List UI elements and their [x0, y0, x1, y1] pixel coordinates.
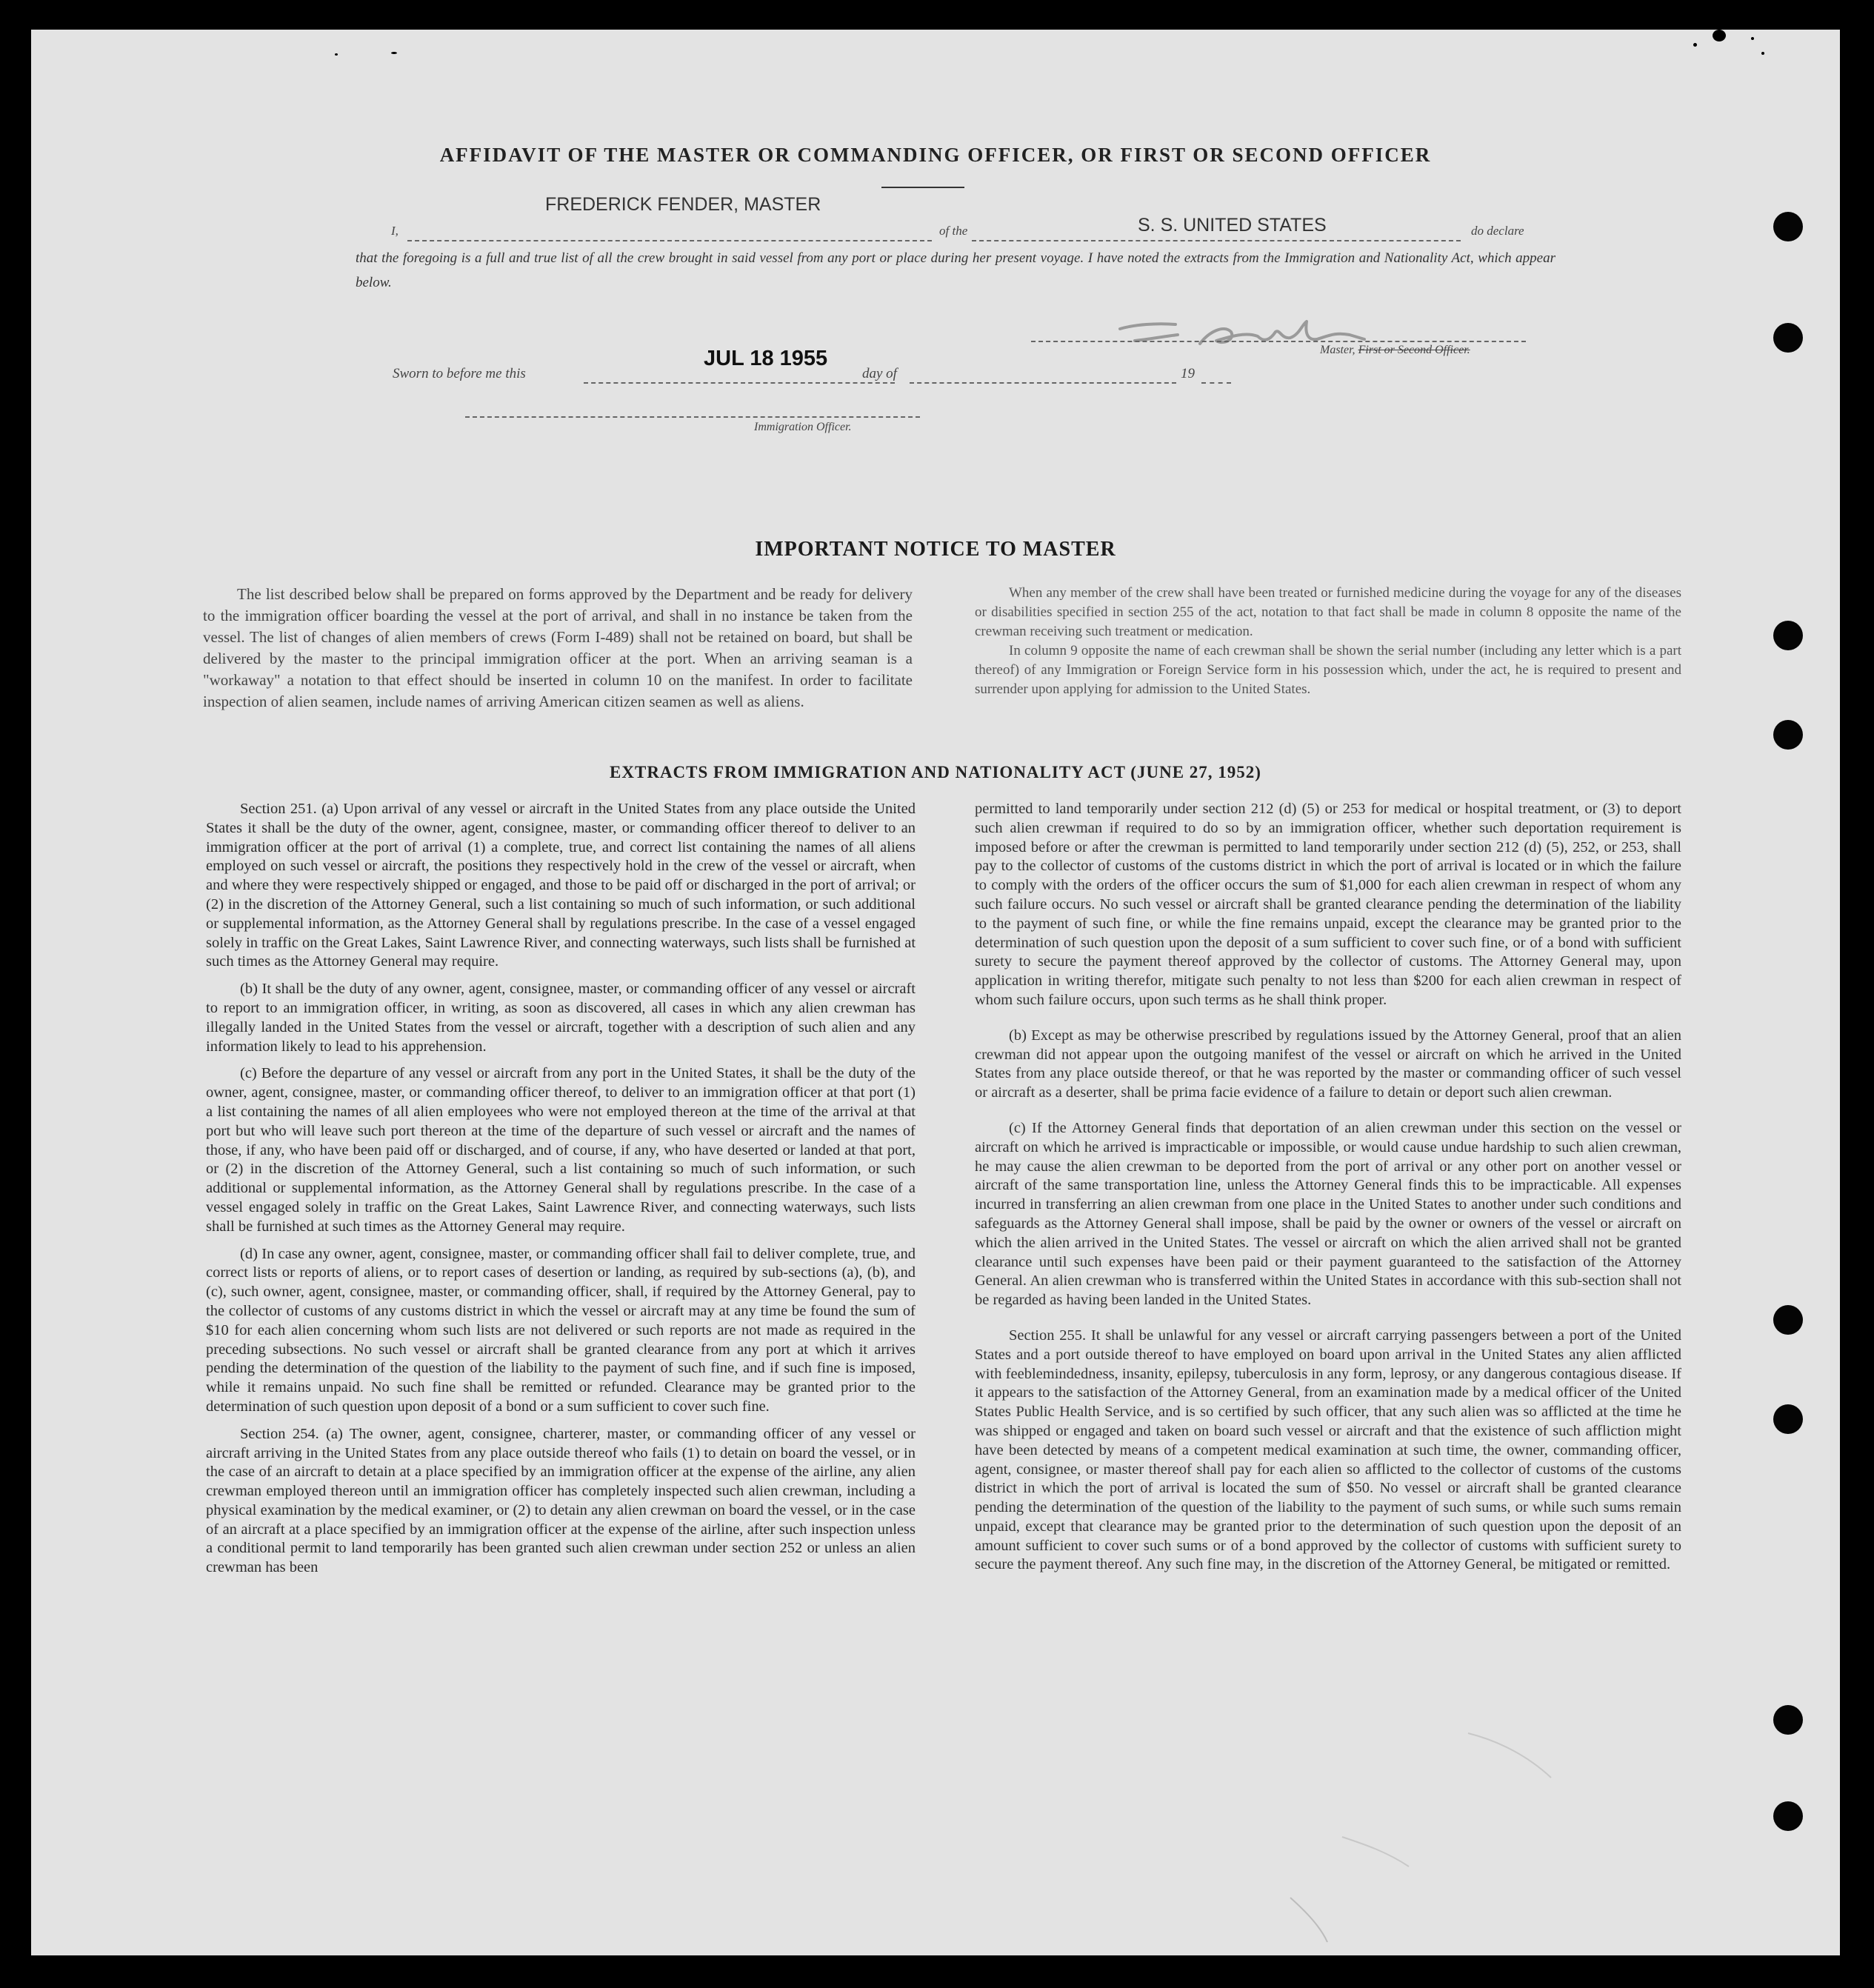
document-page	[31, 30, 1840, 1955]
immigration-officer-line	[465, 416, 920, 418]
punch-hole	[1773, 323, 1803, 353]
scan-speck	[1761, 52, 1764, 55]
declaration-text: that the foregoing is a full and true list of all the crew brought in said vessel from any port or place during her present voyage. I have noted the extracts from the Immigration and Nationality Act, which appear below.	[356, 250, 1555, 290]
punch-hole	[1773, 1404, 1803, 1434]
paper-scratch-mark	[1246, 1726, 1764, 1948]
section-251-b: (b) It shall be the duty of any owner, agent, consignee, master, or commanding officer of any vessel or aircraft to report to an immigration officer, in writing, as soon as discovered, all cases in which any alien crewman has illegally landed in the United States from the vessel or aircraft, together with a description of such alien and any information likely to lead to his apprehension.	[206, 981, 916, 1055]
section-251-c: (c) Before the departure of any vessel or aircraft from any port in the United States, it shall be the duty of the owner, agent, consignee, master, or commanding officer thereof, to deliver to an immigration officer at that port (1) a list containing the names of all alien employees who were not employed thereon at the time of the arrival at that port but who will leave such port thereon at the time of the departure of such vessel or aircraft and the names of those, if any, who have been paid off or discharged, and of course, if any, who have deserted or landed at that port, or (2) in the discretion of the Attorney General, such a list containing so much of such information, or such additional or supplemental information, as the Attorney General shall by regulations prescribe. In the case of a vessel engaged solely in traffic on the Great Lakes, Saint Lawrence River, and connecting waterways, such lists shall be furnished at such times as the Attorney General may require.	[206, 1065, 916, 1235]
notice-right-column	[975, 584, 1681, 699]
punch-hole	[1773, 1305, 1803, 1335]
title-divider	[881, 187, 964, 188]
signature-line	[1031, 341, 1526, 342]
affidavit-title: AFFIDAVIT OF THE MASTER OR COMMANDING OFFICER, OR FIRST OR SECOND OFFICER	[439, 144, 1432, 166]
master-caption: Master,	[1320, 344, 1356, 356]
do-declare-label: do declare	[1471, 224, 1524, 238]
scan-speck	[1751, 37, 1754, 40]
of-the-label: of the	[939, 224, 968, 238]
day-of-label: day of	[862, 366, 897, 381]
section-254-c: (c) If the Attorney General finds that deportation of an alien crewman under this section on the vessel or aircraft on which he arrived is impracticable or impossible, or would cause undue hardship to such alien crewman, he may cause the alien crewman to be deported from the port of arrival or any other port on another vessel or aircraft of the same transportation line, unless the Attorney General finds this to be impracticable. All expenses incurred in transferring an alien crewman from one place in the United States to another under such conditions and safeguards as the Attorney General shall impose, shall be paid by the owner or owners of the vessel or aircraft on which the alien arrived in the United States. The vessel or aircraft on which the alien arrived shall not be granted clearance until such expenses have been paid or their payment guaranteed to the satisfaction of the Attorney General. An alien crewman who is transferred within the United States in accordance with this sub-section shall not be regarded as having been landed in the United States.	[975, 1119, 1681, 1309]
vessel-name-typed: S. S. UNITED STATES	[1138, 215, 1327, 236]
extracts-title: EXTRACTS FROM IMMIGRATION AND NATIONALITY ACT (JUNE 27, 1952)	[610, 763, 1261, 781]
master-name-typed: FREDERICK FENDER, MASTER	[545, 194, 821, 215]
sworn-label: Sworn to before me this	[393, 366, 526, 381]
punch-hole	[1773, 720, 1803, 750]
notice-paragraph: When any member of the crew shall have been treated or furnished medicine during the voyage for any of the diseases or disabilities specified in section 255 of the act, notation to that fact shall be made in column 8 opposite the name of the crewman receiving such treatment or medication.	[975, 585, 1681, 639]
notice-left-column	[203, 584, 913, 713]
section-254-a: Section 254. (a) The owner, agent, consignee, charterer, master, or commanding officer of any vessel or aircraft arriving in the United States from any place outside thereof who fails (1) to detain on board the vessel, or in the case of an aircraft to detain at a place specified by an immigration officer at the expense of the airline, any alien crewman employed thereon until an immigration officer has completely inspected such alien crewman, including a physical examination by the medical examiner, or (2) to detain any alien crewman on board the vessel, or in the case of an aircraft at a place specified by an immigration officer at the expense of the airline, after such inspection unless a conditional permit to land temporarily has been granted such alien crewman under section 252 or unless an alien crewman has been	[206, 1425, 916, 1576]
sworn-year-line	[1201, 382, 1231, 384]
extracts-left-column	[206, 800, 916, 1586]
struck-officer-caption: First or Second Officer.	[1358, 344, 1470, 356]
notice-title: IMPORTANT NOTICE TO MASTER	[755, 538, 1116, 561]
scan-speck	[335, 53, 338, 56]
punch-hole	[1773, 212, 1803, 241]
name-line	[407, 240, 932, 241]
date-stamp: JUL 18 1955	[704, 347, 828, 370]
immigration-officer-label: Immigration Officer.	[754, 421, 852, 433]
year-label: 19	[1181, 366, 1195, 381]
scan-speck	[1713, 30, 1726, 41]
notice-paragraph: In column 9 opposite the name of each crewman shall be shown the serial number (including any letter which is a part thereof) of any Immigration or Foreign Service form in his possession which, under the act, he is required to present and surrender upon applying for admission to the United States.	[975, 643, 1681, 697]
sworn-day-line	[584, 382, 895, 384]
section-254-b: (b) Except as may be otherwise prescribed by regulations issued by the Attorney General, proof that an alien crewman did not appear upon the outgoing manifest of the vessel or aircraft on which he arrived in the United States from any place outside thereof, or that he was reported by the master or commanding officer of such vessel or aircraft as a deserter, shall be prima facie evidence of a failure to detain or deport such alien crewman.	[975, 1027, 1681, 1101]
extracts-right-column	[975, 800, 1681, 1583]
vessel-line	[972, 240, 1461, 241]
notice-paragraph: The list described below shall be prepared on forms approved by the Department and be ready for delivery to the immigration officer boarding the vessel at the port of arrival, and shall in no instance be taken from the vessel. The list of changes of alien members of crews (Form I-489) shall not be retained on board, but shall be delivered by the master to the principal immigration officer at the port. When an arriving seaman is a "workaway" a notation to that effect should be inserted in column 10 on the manifest. In order to facilitate inspection of alien seamen, include names of arriving American citizen seamen as well as aliens.	[203, 585, 913, 710]
section-254-a-continued: permitted to land temporarily under section 212 (d) (5) or 253 for medical or hospital treatment, or (3) to deport such alien crewman if required to do so by an immigration officer, whether such deportation requirement is imposed before or after the crewman is permitted to land temporarily under section 212 (d) (5), 252, or 253, shall pay to the collector of customs of the customs district in which the port of arrival is located or in which the failure to comply with the orders of the officer occurs the sum of $1,000 for each alien crewman in respect of whom any such failure occurs. No such vessel or aircraft shall be granted clearance pending the determination of the liability to the payment of such fine, or while the fine remains unpaid, except the clearance may be granted prior to the determination of such question upon the deposit of a sum sufficient to cover such fine, or of a bond with sufficient surety to secure the payment thereof approved by the collector of customs. The Attorney General may, upon application in writing therefor, mitigate such penalty to not less than $200 for each alien crewman in respect of whom such failure occurs, upon such terms as he shall think proper.	[975, 801, 1681, 1008]
section-251-a: Section 251. (a) Upon arrival of any vessel or aircraft in the United States from any place outside the United States it shall be the duty of the owner, agent, consignee, master, or commanding officer thereof to deliver to an immigration officer at the port of arrival (1) a complete, true, and correct list containing the names of all aliens employed on such vessel or aircraft, the positions they respectively hold in the crew of the vessel or aircraft, when and where they were respectively shipped or engaged, and those to be paid off or discharged in the port of arrival; or (2) in the discretion of the Attorney General, such a list containing so much of such information, or such additional or supplemental information, as the Attorney General shall by regulations prescribe. In the case of a vessel engaged solely in traffic on the Great Lakes, Saint Lawrence River, and connecting waterways, such lists shall be furnished at such times as the Attorney General may require.	[206, 801, 916, 970]
prefix-i-label: I,	[391, 224, 399, 238]
scan-speck	[391, 52, 397, 54]
section-255: Section 255. It shall be unlawful for any vessel or aircraft carrying passengers between a port of the United States and a port outside thereof to have employed on board upon arrival in the United States any alien afflicted with feeblemindedness, insanity, epilepsy, tuberculosis in any form, leprosy, or any dangerous contagious disease. If it appears to the satisfaction of the Attorney General, from an examination made by a medical officer of the United States Public Health Service, and is so certified by such officer, that any such alien was so afflicted at the time he was shipped or engaged and taken on board such vessel or aircraft and that the existence of such affliction might have been detected by means of a competent medical examination at such time, the owner, commanding officer, agent, consignee, or master thereof shall pay for each alien so afflicted to the collector of customs of the customs district in which the port of arrival is located the sum of $50. No vessel or aircraft shall be granted clearance pending the determination of the question of the liability to the payment of such sums, or while such sums remain unpaid, except that clearance may be granted prior to the determination of such question upon the deposit of an amount sufficient to cover such sums or of a bond approved by the collector of customs with sufficient surety to secure the payment thereof. Any such fine may, in the discretion of the Attorney General, be mitigated or remitted.	[975, 1327, 1681, 1573]
punch-hole	[1773, 1705, 1803, 1735]
punch-hole	[1773, 1801, 1803, 1831]
section-251-d: (d) In case any owner, agent, consignee, master, or commanding officer shall fail to deliver complete, true, and correct lists or reports of aliens, or to report cases of desertion or landing, as required by sub-sections (a), (b), and (c), such owner, agent, consignee, master, or commanding officer, shall, if required by the Attorney General, pay to the collector of customs of any customs district in which the vessel or aircraft may at any time be found the sum of $10 for each alien concerning whom such lists are not delivered or such reports are not made as required in the preceding subsections. No such vessel or aircraft shall be granted clearance from any port at which it arrives pending the determination of the question of the liability to the payment of such fine, and if such fine is imposed, while it remains unpaid. No such fine shall be remitted or refunded. Clearance may be granted prior to the determination of such question upon deposit of a bond or a sum sufficient to cover such fine.	[206, 1245, 916, 1415]
punch-hole	[1773, 621, 1803, 650]
sworn-month-line	[910, 382, 1176, 384]
scan-speck	[1693, 43, 1697, 47]
signature-caption	[1320, 344, 1470, 357]
